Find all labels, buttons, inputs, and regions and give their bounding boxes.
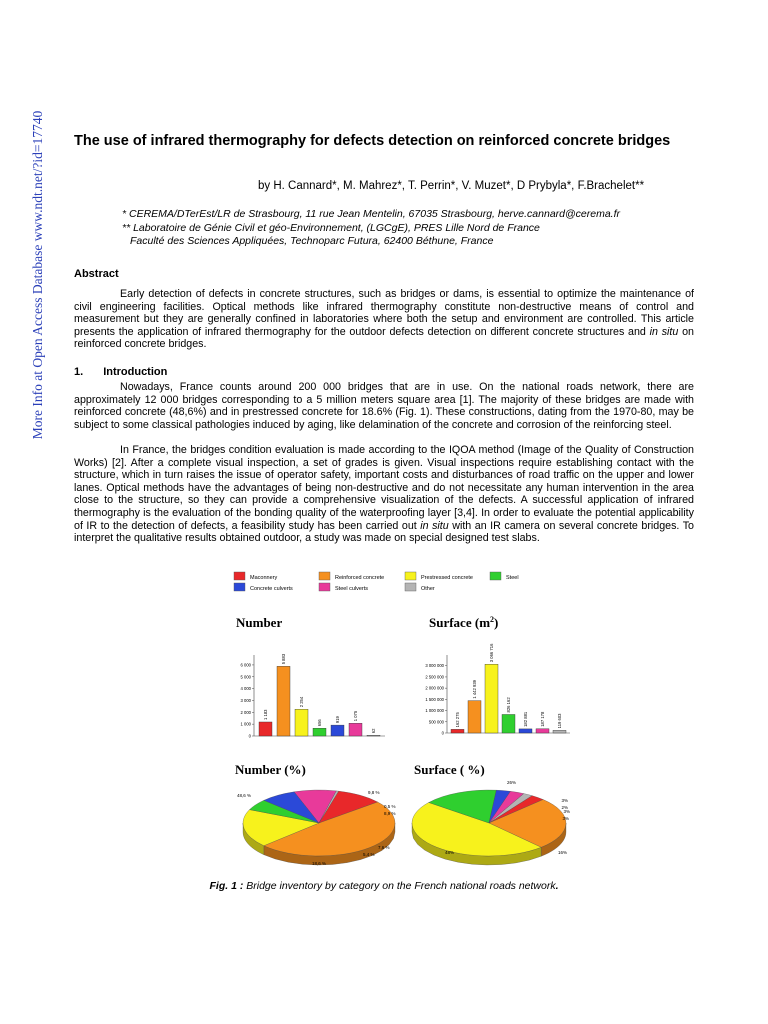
legend-label: Concrete culverts [250, 586, 293, 592]
bar-data-label: 182 881 [523, 711, 528, 727]
bar-data-label: 3 066 716 [489, 643, 494, 663]
abstract-text [74, 288, 694, 351]
bar [295, 709, 308, 736]
abstract-text-2: on reinforced concrete bridges. [74, 325, 695, 351]
sidebar-link-text[interactable]: More Info at Open Access Database www.ndt.net/?id=17740 [30, 110, 45, 440]
pie-data-label: 3% [561, 798, 568, 803]
chart-title-end: ) [494, 615, 499, 630]
bar [277, 666, 290, 736]
bar-data-label: 5 883 [281, 653, 286, 665]
bar [349, 723, 362, 736]
affiliation-3: Faculté des Sciences Appliquées, Technoparc Futura, 62400 Béthune, France [130, 235, 494, 247]
pie-data-label: 18,6 % [312, 861, 327, 866]
y-tick-label: 4 000 [240, 686, 251, 692]
chart-title: Surface $(m^2)$ [429, 615, 499, 630]
bar-data-label: 826 162 [506, 697, 511, 713]
y-tick-label: 0 [441, 730, 444, 736]
pie-data-label: 0,5 % [384, 804, 396, 809]
intro-para2-text-2: with an IR camera on several concrete bridges. To interpret the qualitative results obtained outdoor, a study was made on special designed test slabs. [74, 519, 695, 545]
bar-data-label: 1 442 939 [472, 680, 477, 699]
y-tick-label: 2 000 [240, 709, 251, 715]
bar-data-label: 187 178 [540, 711, 545, 727]
caption-label: Fig. 1 : [209, 880, 244, 892]
bar [519, 729, 532, 733]
legend-label: Other [421, 586, 435, 592]
bar-data-label: 119 603 [557, 713, 562, 729]
chart-title-unit: (m [471, 615, 491, 630]
bar [485, 664, 498, 733]
bar [553, 730, 566, 733]
bar-chart-surface [425, 615, 570, 736]
affiliation-2: ** Laboratoire de Génie Civil et géo-Environnement, (LGCgE), PRES Lille Nord de France [122, 221, 540, 234]
pie-data-label: 3% [563, 809, 570, 814]
intro-paragraph-2 [74, 444, 694, 545]
figure-legend [234, 572, 519, 592]
legend-swatch [319, 583, 330, 591]
legend-swatch [405, 572, 416, 580]
chart-title-sup: 2 [490, 615, 495, 624]
abstract-italic: in situ [649, 325, 679, 338]
intro-para2-text-1: In France, the bridges condition evaluation is made according to the IQOA method (Image of the Quality of Construction Works) [2]. After a complete visual inspection, a set of grades is given. Visual inspections require establishing contact with the structure, which in turn raises the issue of operator safety, important costs and disturbances of road traffic on the upper and lower lanes. Optical methods have the advantages of being non-destructive and do not necessitate any human intervention in the area close to the structure, so they can provide a comprehensive visualization of the defects. A successful application of infrared thermography is the evaluation of the bonding quality of the waterproofing layer [3,4]. In order to evaluate the potential applicability of IR to the detection of defects, a feasibility study has been carried out [74, 444, 694, 532]
legend-label: Steel [506, 575, 519, 581]
y-tick-label: 0 [248, 733, 251, 739]
legend-swatch [490, 572, 501, 580]
y-tick-label: 3 000 000 [425, 663, 444, 669]
legend-label: Steel culverts [335, 586, 369, 592]
sidebar-watermark[interactable] [28, 110, 48, 440]
legend-label: Reinforced concrete [335, 575, 385, 581]
pie-data-label: 2% [561, 805, 568, 810]
y-tick-label: 500 000 [428, 719, 444, 725]
legend-swatch [234, 583, 245, 591]
bar [259, 722, 272, 736]
y-tick-label: 6 000 [240, 662, 251, 668]
pie-data-label: 48,6 % [237, 793, 252, 798]
bar-data-label: 1 183 [263, 709, 268, 720]
pie-data-label: 7,6 % [378, 845, 390, 850]
pie-data-label: 26% [507, 780, 517, 785]
y-tick-label: 5 000 [240, 674, 251, 680]
figure-1 [222, 568, 570, 878]
y-tick-label: 3 000 [240, 697, 251, 703]
bar [313, 728, 326, 736]
pie-chart-surface [412, 762, 570, 865]
legend-swatch [319, 572, 330, 580]
bar [367, 735, 380, 736]
pie-data-label: 16% [557, 850, 567, 855]
caption-text: Bridge inventory by category on the French national roads network [243, 880, 556, 892]
abstract-text-1: Early detection of defects in concrete structures, such as bridges or dams, is essential to optimize the maintenance of civil engineering facilities. Optical methods like infrared thermography constitute non-destructive means of control and measurement but they are generally confined in laboratories where both the setup and environment are controlled. This article presents the application of infrared thermography for the outdoor defects detection on different concrete structures and [74, 288, 694, 338]
paper-title: The use of infrared thermography for defects detection on reinforced concrete bridges [74, 133, 671, 149]
chart-title: Number [236, 615, 283, 630]
pie-data-label: 3% [562, 816, 569, 821]
legend-swatch [405, 583, 416, 591]
pie-data-label: 9,8 % [368, 790, 380, 795]
bar [468, 701, 481, 733]
bar-data-label: 162 275 [455, 712, 460, 728]
affiliation-1: * CEREMA/DTerEst/LR de Strasbourg, 11 rue Jean Mentelin, 67035 Strasbourg, herve.cannard@cerema.fr [122, 208, 620, 220]
intro-title: Introduction [103, 366, 168, 378]
pie-chart-number [235, 762, 396, 866]
figure-caption [0, 880, 768, 892]
caption-end: . [555, 880, 559, 892]
y-tick-label: 2 000 000 [425, 685, 444, 691]
legend-label: Maconnery [250, 575, 278, 581]
chart-title: Number (%) [235, 762, 306, 777]
pie-data-label: 48% [445, 850, 455, 855]
bar [536, 729, 549, 733]
bar-data-label: 656 [317, 719, 322, 727]
bar-chart-number [236, 615, 385, 739]
y-tick-label: 1 500 000 [425, 696, 444, 702]
pie-data-label: 5,4 % [363, 852, 375, 857]
affiliations [122, 208, 620, 249]
y-tick-label: 1 000 [240, 721, 251, 727]
intro-paragraph-1 [74, 381, 694, 431]
authors: by H. Cannard*, M. Mahrez*, T. Perrin*, V. Muzet*, D Prybyla*, F.Brachelet** [258, 180, 645, 192]
legend-label: Prestressed concrete [421, 575, 473, 581]
bar-data-label: 2 254 [299, 696, 304, 708]
y-tick-label: 2 500 000 [425, 674, 444, 680]
abstract-heading: Abstract [74, 268, 119, 280]
bar-data-label: 919 [335, 716, 340, 724]
bar-data-label: 1 075 [353, 710, 358, 722]
chart-title: Surface ( %) [414, 762, 485, 777]
bar-data-label: 62 [371, 728, 376, 734]
bar [331, 725, 344, 736]
y-tick-label: 1 000 000 [425, 708, 444, 714]
legend-swatch [234, 572, 245, 580]
intro-number: 1. [74, 366, 84, 378]
intro-heading [74, 366, 167, 378]
intro-para1-text: Nowadays, France counts around 200 000 bridges that are in use. On the national roads network, there are approximately 12 000 bridges corresponding to a 5 million meters square area [1]. The majority of these bridges are made with reinforced concrete (48,6%) and in prestressed concrete for 18.6% (Fig. 1). These constructions, dating from the 1970-80, may be subject to some classical pathologies induced by aging, like delamination of the concrete and corrosion of the reinforcing steel. [74, 381, 694, 431]
intro-para2-italic: in situ [420, 519, 449, 532]
bar [451, 729, 464, 733]
pie-data-label: 8,9 % [384, 811, 396, 816]
bar [502, 714, 515, 733]
